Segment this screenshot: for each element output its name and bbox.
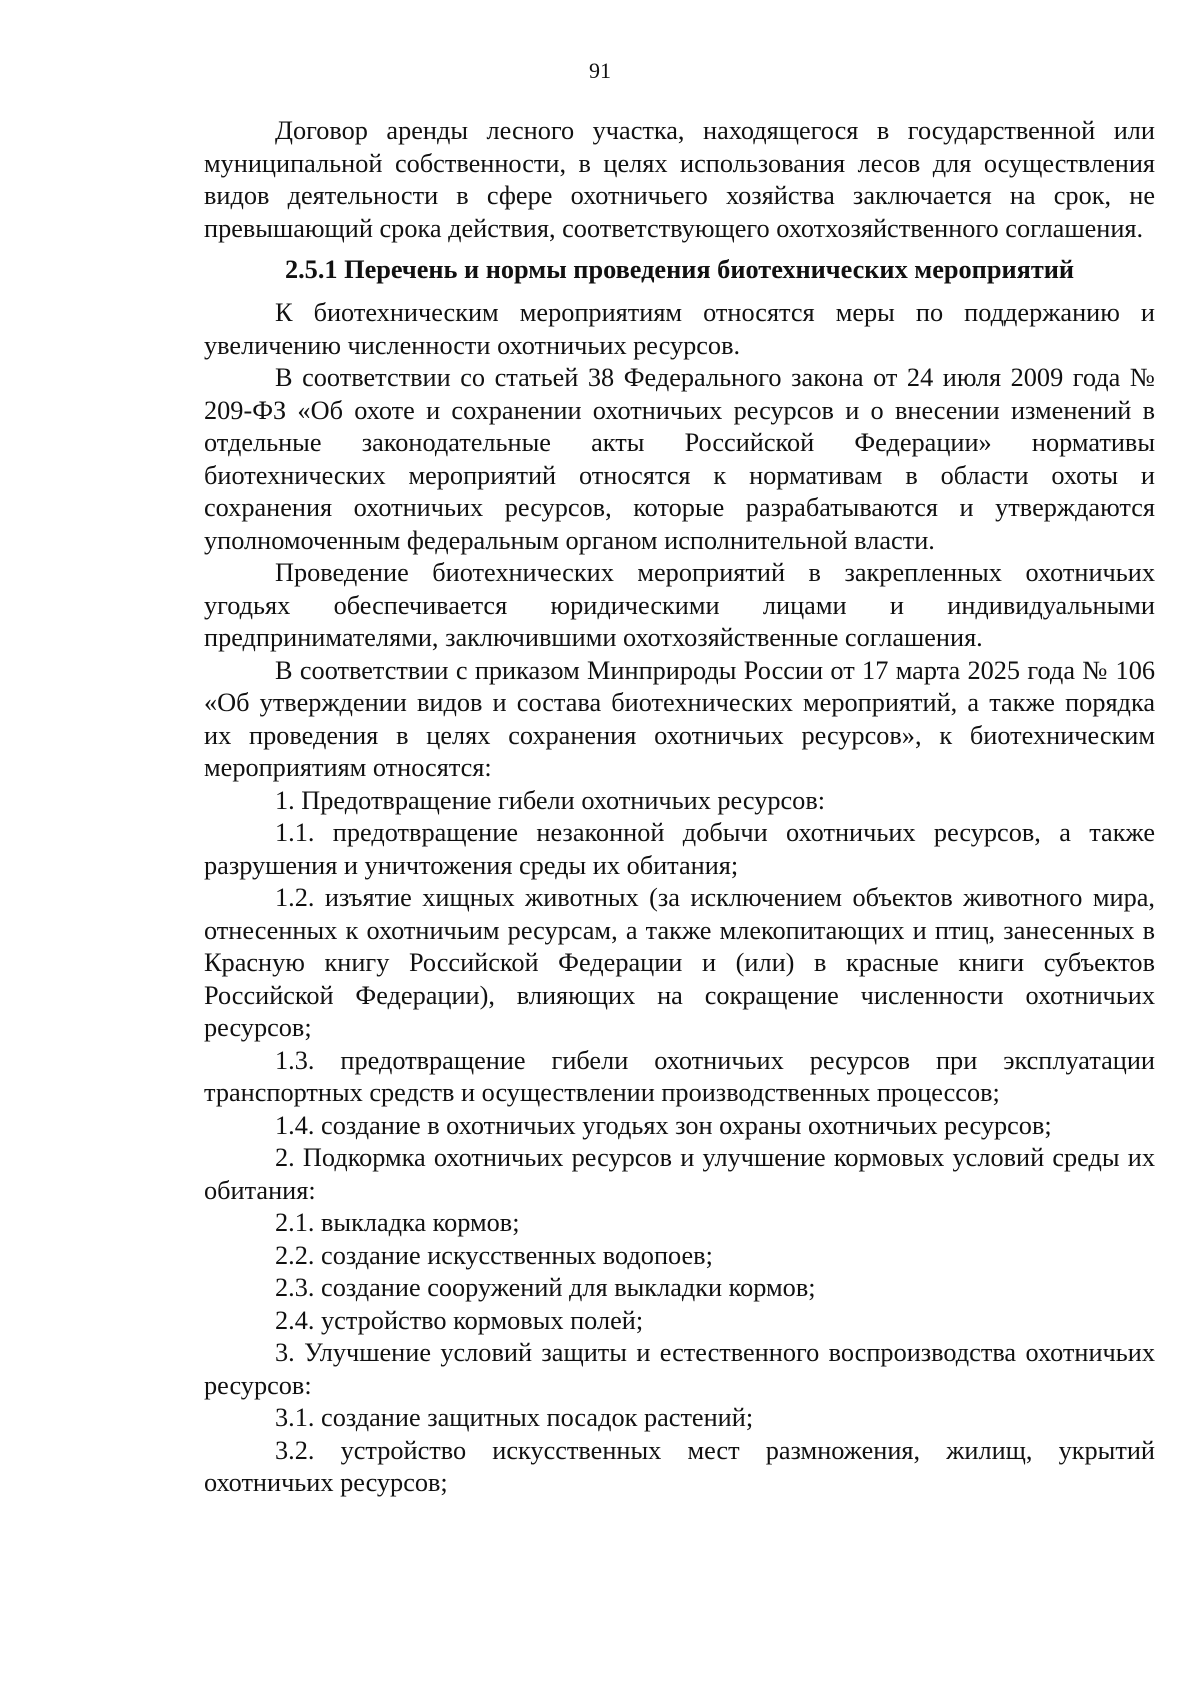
paragraph-ministry-order: В соответствии с приказом Минприроды России от 17 марта 2025 года № 106 «Об утверждении видов и состава биотехнических мероприятий, а также порядка их проведения в целях сохранения охотничьих ресурсов», к биотехническим мероприятиям относятся: — [204, 655, 1155, 782]
list-item-1: 1. Предотвращение гибели охотничьих ресурсов: — [275, 785, 826, 815]
list-item-2-4: 2.4. устройство кормовых полей; — [275, 1305, 644, 1335]
list-item-2-2: 2.2. создание искусственных водопоев; — [275, 1240, 713, 1270]
list-item-2-3: 2.3. создание сооружений для выкладки кормов; — [275, 1273, 816, 1302]
list-item-3-2: 3.2. устройство искусственных мест размножения, жилищ, укрытий охотничьих ресурсов; — [204, 1435, 1155, 1497]
intro-paragraph: Договор аренды лесного участка, находящегося в государственной или муниципальной собственности, в целях использования лесов для осуществления видов деятельности в сфере охотничьего хозяйства заключается на срок, не превышающий срока действия, соответствующего охотхозяйственного соглашения. — [204, 116, 1155, 243]
list-item-1-3: 1.3. предотвращение гибели охотничьих ресурсов при эксплуатации транспортных средств и осуществлении производственных процессов; — [204, 1045, 1155, 1107]
list-item-2-1: 2.1. выкладка кормов; — [275, 1208, 520, 1237]
list-item-1-2: 1.2. изъятие хищных животных (за исключением объектов животного мира, отнесенных к охотничьим ресурсам, а также млекопитающих и птиц, занесенных в Красную книгу Российской Федерации и (или) в красные книги субъектов Российской Федерации), влияющих на сокращение численности охотничьих ресурсов; — [204, 883, 1155, 1042]
page-content — [204, 115, 1155, 1500]
list-item-2: 2. Подкормка охотничьих ресурсов и улучшение кормовых условий среды их обитания: — [204, 1143, 1155, 1205]
paragraph-definition: К биотехническим мероприятиям относятся меры по поддержанию и увеличению численности охотничьих ресурсов. — [204, 298, 1155, 360]
list-item-3: 3. Улучшение условий защиты и естественного воспроизводства охотничьих ресурсов: — [204, 1338, 1155, 1400]
list-item-3-1: 3.1. создание защитных посадок растений; — [275, 1403, 754, 1432]
page-number: 91 — [589, 58, 611, 83]
list-item-1-1: 1.1. предотвращение незаконной добычи охотничьих ресурсов, а также разрушения и уничтожения среды их обитания; — [204, 818, 1155, 880]
paragraph-implementation: Проведение биотехнических мероприятий в закрепленных охотничьих угодьях обеспечивается юридическими лицами и индивидуальными предпринимателями, заключившими охотхозяйственные соглашения. — [204, 558, 1155, 652]
paragraph-federal-law: В соответствии со статьей 38 Федерального закона от 24 июля 2009 года № 209-ФЗ «Об охоте и сохранении охотничьих ресурсов и о внесении изменений в отдельные законодательные акты Российской Федерации» нормативы биотехнических мероприятий относятся к нормативам в области охоты и сохранения охотничьих ресурсов, которые разрабатываются и утверждаются уполномоченным федеральным органом исполнительной власти. — [204, 363, 1155, 555]
list-item-1-4: 1.4. создание в охотничьих угодьях зон охраны охотничьих ресурсов; — [275, 1110, 1052, 1140]
section-heading: 2.5.1 Перечень и нормы проведения биотехнических мероприятий — [284, 255, 1075, 284]
